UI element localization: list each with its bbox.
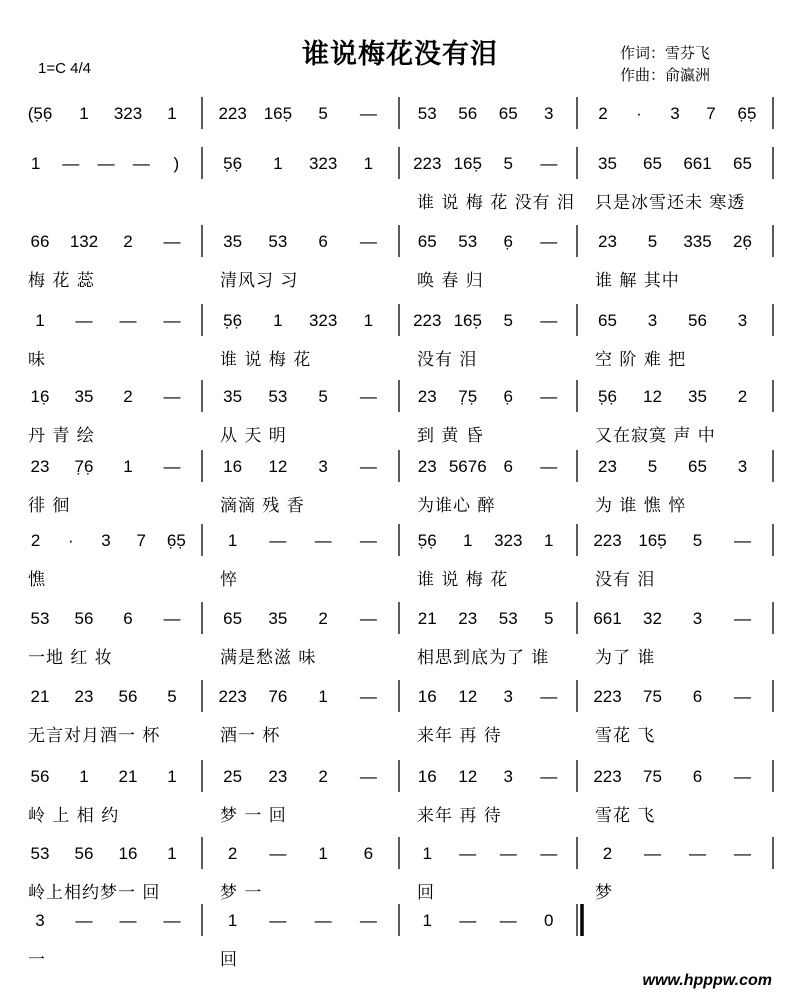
lyric-line: 味 [28,350,46,370]
note-token: 23 [458,609,478,628]
note-token: 1 [167,104,177,123]
lyric-line: 谁 说 梅 花 [220,350,312,370]
lyricist-credit: 作词：雪芬飞 [620,44,711,62]
note-token: 3 [544,104,554,123]
note-token: 26̣ [733,232,752,251]
note-token: — [540,844,558,863]
note-token: — [359,911,377,930]
note-token: 5 [647,457,658,476]
note-token: — [119,911,137,930]
note-token: 3 [503,687,513,706]
note-token: 2 [602,844,613,863]
note-token: 6 [503,457,513,476]
lyric-line: 为了 谁 [595,648,656,668]
note-token: — [734,609,751,628]
note-token: — [459,911,477,930]
note-token: — [163,387,181,406]
note-token: 1 [422,911,432,930]
note-token: 53 [268,232,288,251]
note-token: — [459,844,477,863]
note-token: 23 [598,232,617,251]
note-token: — [269,911,287,930]
note-token: — [644,844,661,863]
note-token: 661 [593,609,622,628]
note-token: 7 [706,104,716,123]
note-token: 21 [417,609,437,628]
note-token: 53 [268,387,288,406]
note-token: 2 [737,387,748,406]
note-token: 3 [737,311,748,330]
note-token: 53 [458,232,478,251]
note-token: 1 [79,104,89,123]
note-token: 5̣6̣ [223,311,243,330]
note-token: 5 [647,232,658,251]
note-token: — [540,457,558,476]
note-token: — [359,531,377,550]
note-token: 53 [498,609,518,628]
lyric-line: 空 阶 难 把 [595,350,687,370]
note-token: 2 [123,232,133,251]
note-token: — [359,767,377,786]
note-token: 35 [598,154,617,173]
lyric-line: 雪花 飞 [595,806,656,826]
note-token: — [75,311,93,330]
note-token: 66 [30,232,50,251]
note-token: 1 [167,767,177,786]
note-token: 3 [101,531,111,550]
note-token: 53 [30,844,50,863]
note-token: 21 [30,687,50,706]
note-token: 6 [692,687,703,706]
note-token: 7̣6̣ [74,457,94,476]
note-token: 3 [318,457,328,476]
note-token: 3 [737,457,748,476]
composer-credit: 作曲：俞瀛洲 [620,66,711,84]
note-token: 7̣5̣ [458,387,478,406]
note-token: 65 [417,232,437,251]
note-token: 165̣ [453,154,482,173]
lyric-line: 清风习 习 [220,271,299,291]
lyric-line: 悴 [220,570,238,590]
note-token: — [734,844,751,863]
note-token: 65 [643,154,662,173]
note-token: — [163,311,181,330]
note-token: 65 [223,609,243,628]
lyric-line: 谁 解 其中 [595,271,680,291]
note-token: — [359,687,377,706]
lyric-line: 只是冰雪还未 寒透 [595,193,746,213]
note-token: 6̣5̣ [737,104,757,123]
note-token: 661 [683,154,712,173]
note-token: 2 [318,609,328,628]
note-token: 1 [227,531,238,550]
note-token: — [540,154,558,173]
lyric-line: 梅 花 蕊 [28,271,95,291]
note-token: 1 [273,311,283,330]
lyric-line: 岭上相约梦一 回 [28,883,161,903]
note-token: 23 [417,387,437,406]
note-token: — [540,232,558,251]
note-token: 5676 [448,457,487,476]
note-token: 1 [544,531,554,550]
note-token: 23 [598,457,617,476]
note-token: 6̣ [503,387,513,406]
note-token: — [499,911,517,930]
note-token: 25 [223,767,243,786]
note-token: — [163,457,181,476]
note-token: — [689,844,706,863]
note-token: 16̣ [30,387,50,406]
note-token: 5 [318,387,328,406]
note-token: 335 [683,232,712,251]
note-token: — [163,232,181,251]
note-token: 1 [363,311,374,330]
lyric-line: 没有 泪 [417,350,478,370]
note-token: 12 [643,387,662,406]
note-token: 323 [308,311,338,330]
note-token: 1 [422,844,432,863]
lyric-line: 梦 一 [220,883,263,903]
lyric-line: 谁 说 梅 花 [417,570,509,590]
note-token: — [359,387,377,406]
note-token: 23 [268,767,288,786]
note-token: 165̣ [263,104,293,123]
lyric-line: 来年 再 待 [417,806,502,826]
note-token: 12 [458,767,478,786]
note-token: — [269,844,287,863]
lyric-line: 谁 说 梅 花 没有 泪 [417,193,576,213]
note-token: · [67,531,74,550]
note-token: 0 [544,911,554,930]
note-token: 12 [268,457,288,476]
note-token: 53 [30,609,50,628]
note-token: — [734,687,751,706]
note-token: 223 [218,104,247,123]
note-token: 1 [273,154,283,173]
watermark: www.hpppw.com [642,972,772,989]
note-token: 5 [318,104,328,123]
note-token: 65 [733,154,752,173]
note-token: 1 [363,154,374,173]
note-token: 56 [74,609,94,628]
note-token: (5̣6̣ [27,104,53,123]
note-token: 6̣ [503,232,513,251]
lyric-line: 丹 青 绘 [28,426,95,446]
note-token: 23 [417,457,437,476]
note-token: 3 [647,311,658,330]
lyric-line: 为 谁 憔 悴 [595,496,687,516]
note-token: 223 [413,311,442,330]
lyric-line: 为谁心 醉 [417,496,496,516]
note-token: 2 [30,531,41,550]
note-token: — [359,232,377,251]
note-token: — [540,311,558,330]
note-token: 75 [643,687,662,706]
note-token: 2 [598,104,608,123]
note-token: 35 [268,609,288,628]
note-token: 65 [688,457,707,476]
note-token: 323 [113,104,143,123]
note-token: 3 [503,767,513,786]
lyric-line: 回 [220,950,238,970]
note-token: 7 [136,531,146,550]
note-token: 5̣6̣ [598,387,617,406]
note-token: 223 [593,687,622,706]
note-token: 5 [503,311,513,330]
note-token: 1 [79,767,89,786]
lyric-line: 相思到底为了 谁 [417,648,550,668]
note-token: 2 [227,844,238,863]
note-token: 56 [458,104,478,123]
note-token: 1 [35,311,45,330]
note-token: 56 [30,767,50,786]
note-token: 1 [227,911,238,930]
note-token: 16 [417,687,437,706]
note-token: 6 [692,767,703,786]
note-token: — [119,311,137,330]
note-token: 32 [643,609,662,628]
note-token: 223 [593,531,622,550]
note-token: 6 [318,232,328,251]
note-token: 16 [417,767,437,786]
note-token: — [359,457,377,476]
note-token: 5 [503,154,513,173]
note-token: — [734,531,751,550]
lyric-line: 憔 [28,570,46,590]
note-token: 1 [123,457,133,476]
note-token: — [163,609,181,628]
note-token: — [359,104,377,123]
lyric-line: 一 [28,950,46,970]
note-token: — [132,154,150,173]
note-token: 5̣6̣ [417,531,437,550]
note-token: — [62,154,80,173]
lyric-line: 酒一 杯 [220,726,281,746]
lyric-line: 又在寂寞 声 中 [595,426,716,446]
lyric-line: 岭 上 相 约 [28,806,120,826]
note-token: 323 [494,531,523,550]
lyric-line: 无言对月酒一 杯 [28,726,161,746]
note-token: — [734,767,751,786]
note-token: 23 [30,457,50,476]
note-token: — [75,911,93,930]
song-title: 谁说梅花没有泪 [302,39,498,70]
note-token: 5̣6̣ [223,154,243,173]
note-token: 65 [498,104,518,123]
note-token: 65 [598,311,617,330]
note-token: 165̣ [638,531,667,550]
note-token: 5 [692,531,703,550]
note-token: 75 [643,767,662,786]
note-token: — [359,609,377,628]
lyric-line: 没有 泪 [595,570,656,590]
lyric-line: 唤 春 归 [417,271,484,291]
lyric-line: 来年 再 待 [417,726,502,746]
note-token: 5 [544,609,554,628]
lyric-line: 雪花 飞 [595,726,656,746]
note-token: — [163,911,181,930]
note-token: — [540,767,558,786]
note-token: 76 [268,687,288,706]
note-token: 1 [463,531,473,550]
note-token: 1 [30,154,41,173]
note-token: 6 [123,609,133,628]
note-token: 16 [118,844,138,863]
note-token: 165̣ [453,311,482,330]
note-token: 223 [218,687,247,706]
note-token: 6̣5̣ [166,531,186,550]
note-token: 53 [417,104,437,123]
note-token: 1 [318,844,328,863]
note-token: 223 [593,767,622,786]
note-token: 5 [167,687,177,706]
note-token: 16 [223,457,243,476]
lyric-line: 回 [417,883,435,903]
note-token: 132 [69,232,99,251]
note-token: 56 [118,687,138,706]
lyric-line: 从 天 明 [220,426,287,446]
lyric-line: 徘 徊 [28,496,71,516]
note-token: 223 [413,154,442,173]
note-token: — [540,687,558,706]
note-token: 3 [670,104,680,123]
lyric-line: 满是愁滋 味 [220,648,317,668]
note-token: — [314,531,332,550]
note-token: 3 [35,911,45,930]
note-token: — [314,911,332,930]
note-token: — [97,154,115,173]
note-token: 56 [74,844,94,863]
note-token: 35 [688,387,707,406]
note-token: 2 [123,387,133,406]
note-token: 2 [318,767,328,786]
lyric-line: 梦 一 回 [220,806,287,826]
note-token: — [540,387,558,406]
note-token: ) [173,154,180,173]
note-token: 3 [692,609,703,628]
lyric-line: 到 黄 昏 [417,426,484,446]
key-signature: 1=C 4/4 [38,60,91,77]
note-token: 21 [118,767,138,786]
note-token: 35 [223,387,243,406]
note-token: 6 [363,844,374,863]
note-token: 35 [223,232,243,251]
note-token: · [636,104,642,123]
note-token: 35 [74,387,94,406]
note-token: — [499,844,517,863]
lyric-line: 滴滴 残 香 [220,496,305,516]
note-token: — [269,531,287,550]
note-token: 12 [458,687,478,706]
note-token: 1 [318,687,328,706]
note-token: 1 [167,844,177,863]
note-token: 56 [688,311,707,330]
note-token: 323 [308,154,338,173]
lyric-line: 一地 红 妆 [28,648,113,668]
lyric-line: 梦 [595,883,613,903]
note-token: 23 [74,687,94,706]
